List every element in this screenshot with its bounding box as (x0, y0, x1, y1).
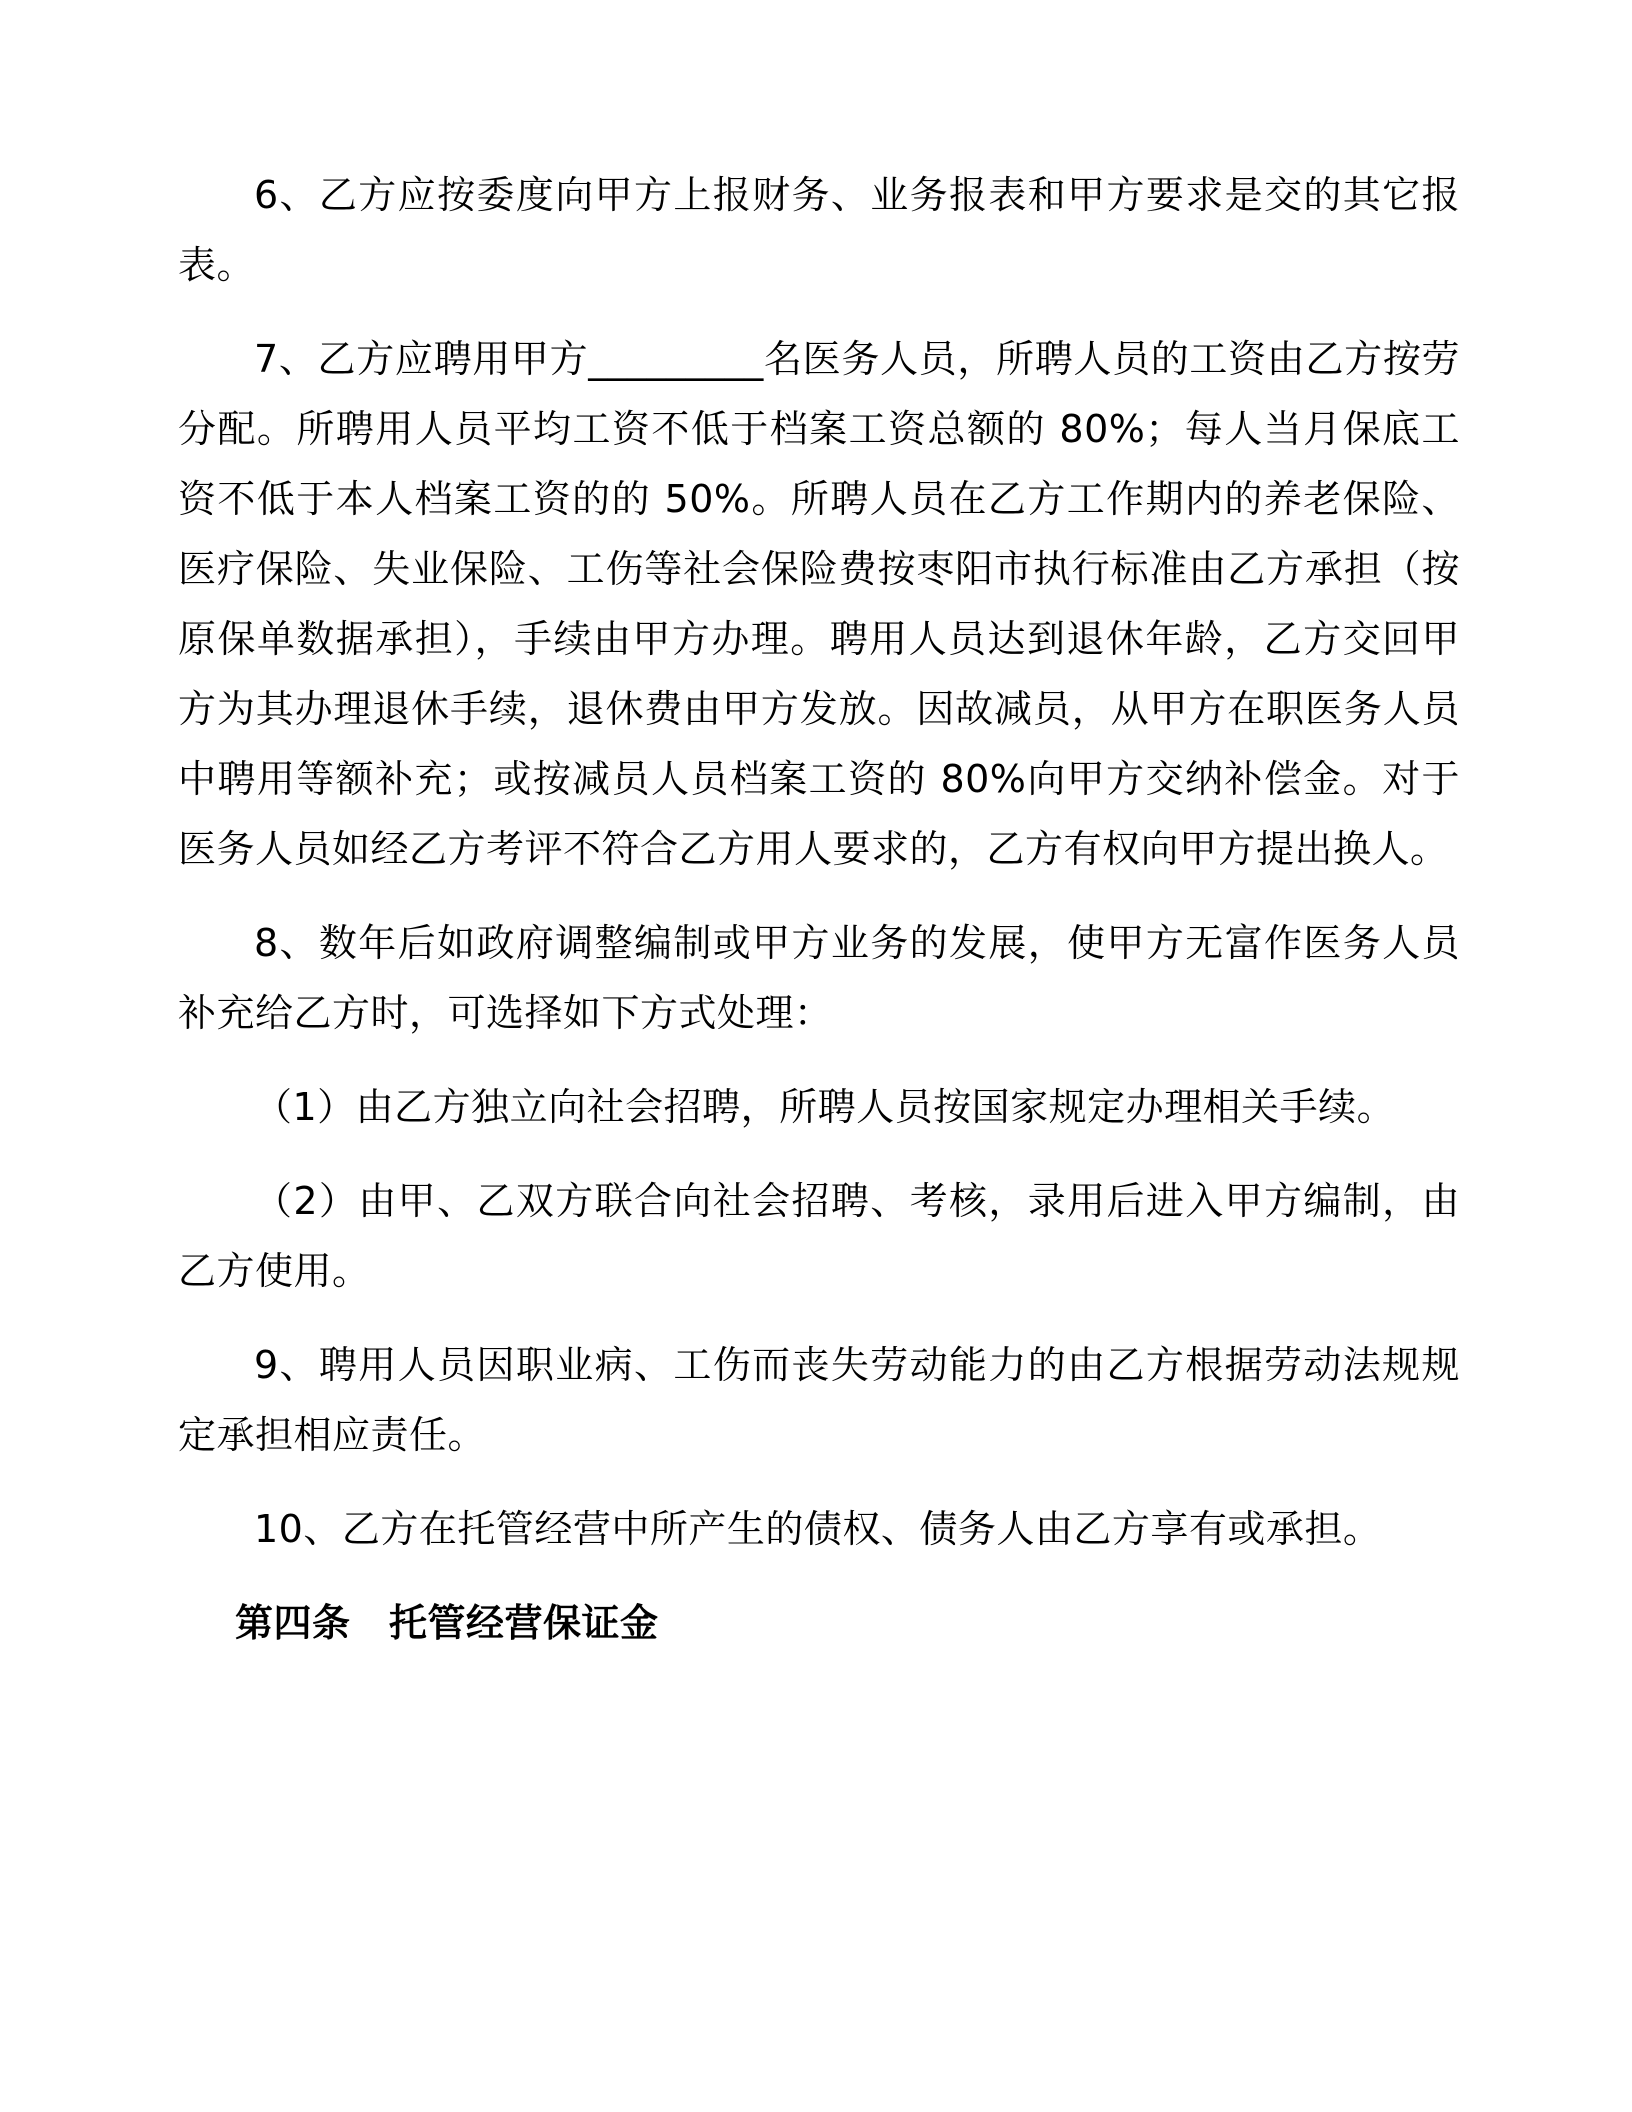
document-content (178, 160, 1460, 1682)
paragraph-clause-10: 10、乙方在托管经营中所产生的债权、债务人由乙方享有或承担。 (254, 1507, 1382, 1551)
paragraph-clause-7: 7、乙方应聘用甲方_________名医务人员，所聘人员的工资由乙方按劳分配。所聘用人员平均工资不低于档案工资总额的 80%；每人当月保底工资不低于本人档案工资的的 50%。所聘人员在乙方工作期内的养老保险、医疗保险、失业保险、工伤等社会保险费按枣阳市执行标准由乙方承担（按原保单数据承担），手续由甲方办理。聘用人员达到退休年龄，乙方交回甲方为其办理退休手续，退休费由甲方发放。因故减员，从甲方在职医务人员中聘用等额补充；或按减员人员档案工资的 80%向甲方交纳补偿金。对于医务人员如经乙方考评不符合乙方用人要求的，乙方有权向甲方提出换人。 (178, 337, 1460, 871)
section-heading: 第四条 托管经营保证金 (235, 1601, 659, 1645)
paragraph-clause-8-item-2: （2）由甲、乙双方联合向社会招聘、考核，录用后进入甲方编制，由乙方使用。 (178, 1179, 1460, 1293)
paragraph-clause-9: 9、聘用人员因职业病、工伤而丧失劳动能力的由乙方根据劳动法规规定承担相应责任。 (178, 1343, 1460, 1457)
paragraph-clause-8: 8、数年后如政府调整编制或甲方业务的发展，使甲方无富作医务人员补充给乙方时，可选择如下方式处理： (178, 921, 1460, 1035)
paragraph-clause-8-item-1: （1）由乙方独立向社会招聘，所聘人员按国家规定办理相关手续。 (254, 1085, 1396, 1129)
paragraph-clause-6: 6、乙方应按委度向甲方上报财务、业务报表和甲方要求是交的其它报表。 (178, 173, 1460, 287)
